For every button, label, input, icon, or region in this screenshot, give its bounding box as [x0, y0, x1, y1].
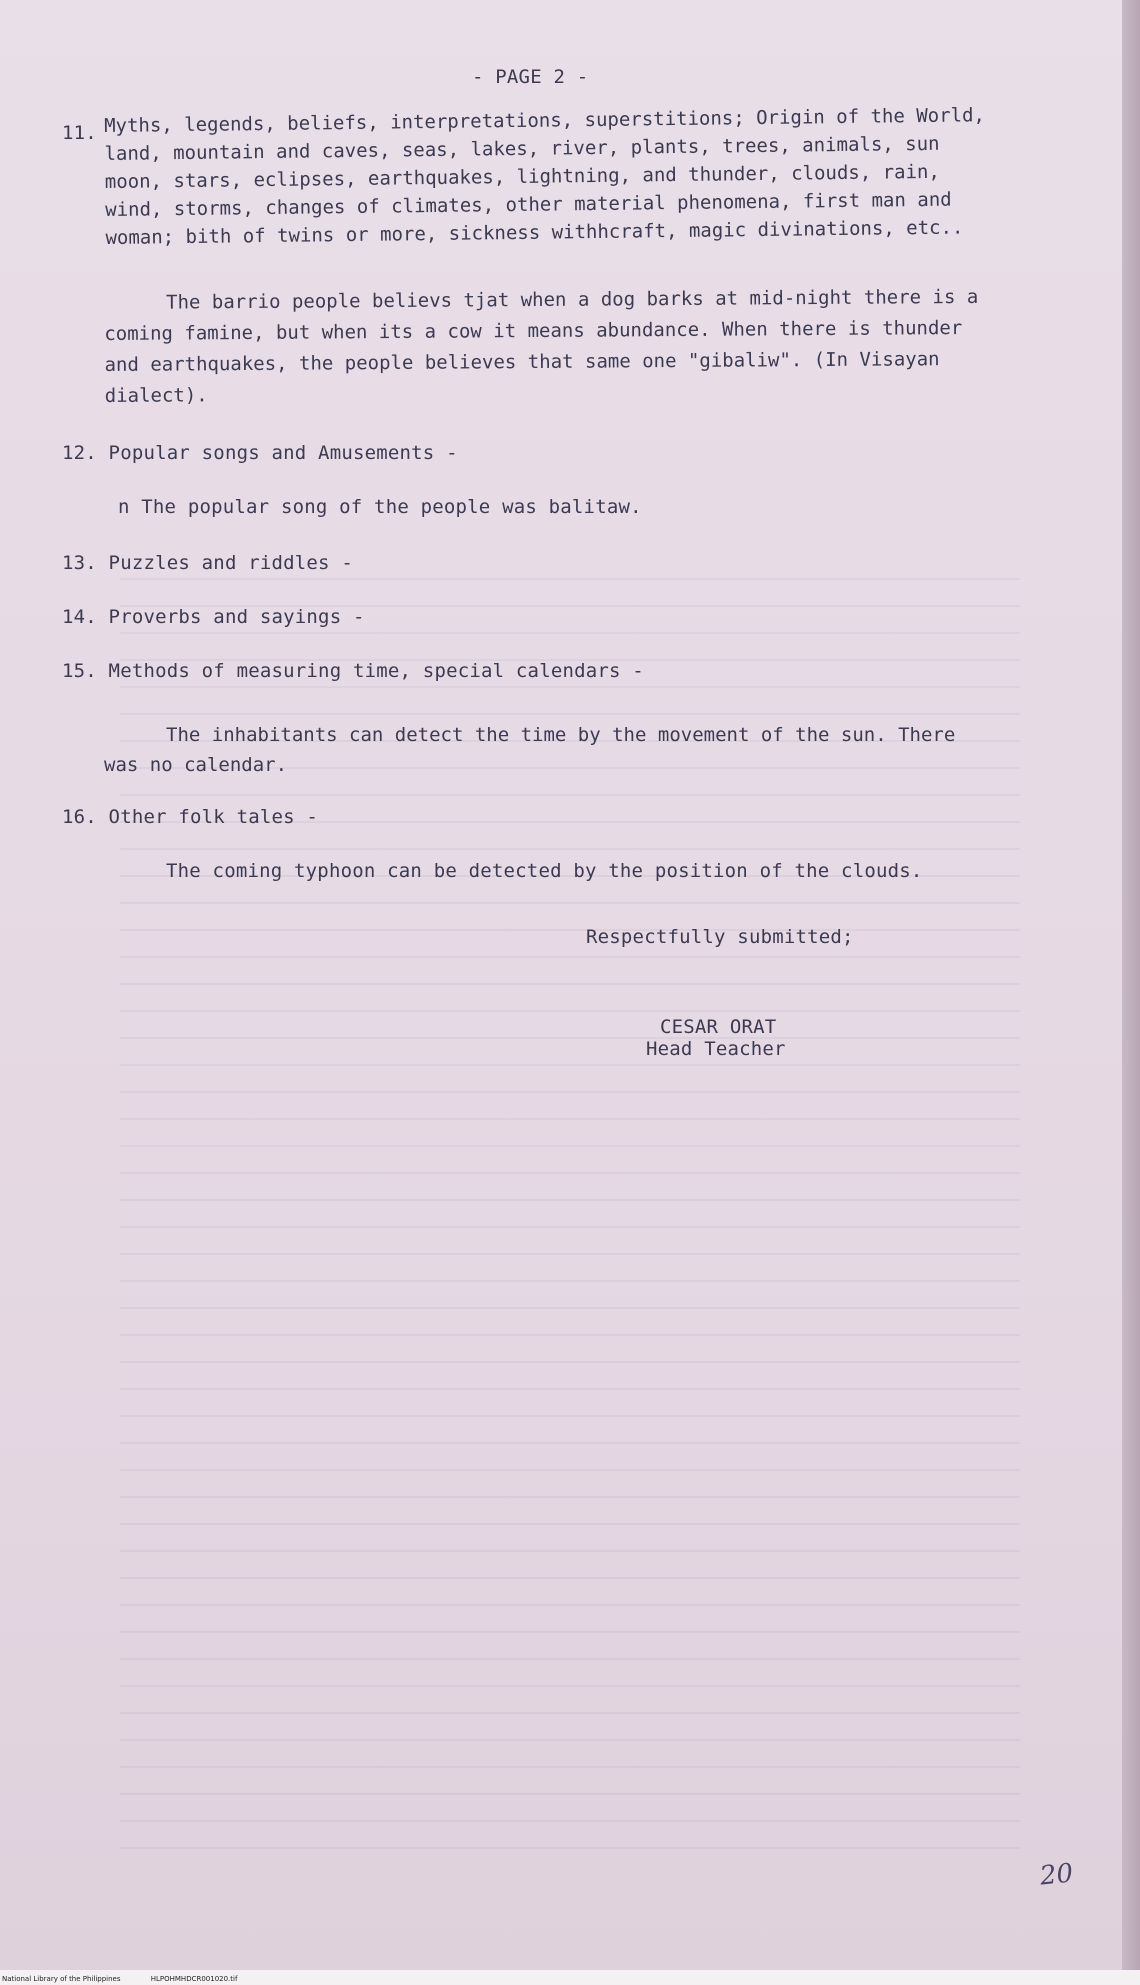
- item-15-answer-line: was no calendar.: [104, 754, 288, 776]
- scan-footer: [0, 1970, 1140, 1985]
- closing: Respectfully submitted;: [586, 926, 854, 948]
- item-15-answer: [104, 720, 955, 780]
- item-11-answer-line: dialect).: [104, 384, 208, 407]
- item-15-answer-line: The inhabitants can detect the time by the movement of the sun. There: [166, 724, 956, 746]
- signatory-title: Head Teacher: [646, 1038, 786, 1060]
- handwritten-page-number: 20: [1038, 1858, 1075, 1892]
- item-16-label: 16. Other folk tales -: [62, 806, 319, 828]
- item-13-label: 13. Puzzles and riddles -: [62, 552, 353, 574]
- item-11-answer-line: and earthquakes, the people believes that same one "gibaliw". (In Visayan: [104, 348, 940, 376]
- item-12-label: 12. Popular songs and Amusements -: [62, 442, 458, 464]
- item-11-line: land, mountain and caves, seas, lakes, river, plants, trees, animals, sun: [104, 132, 940, 165]
- item-11-answer: [104, 282, 979, 412]
- footer-file: HLPOHMHDCR001020.tif: [150, 1975, 238, 1983]
- item-11-answer-line: The barrio people believs tjat when a dog barks at mid-night there is a: [166, 285, 979, 314]
- item-11-line: wind, storms, changes of climates, other material phenomena, first man and: [105, 188, 952, 221]
- item-11-line: Myths, legends, beliefs, interpretations, superstitions; Origin of the World,: [104, 104, 986, 137]
- item-11-line: moon, stars, eclipses, earthquakes, lightning, and thunder, clouds, rain,: [104, 160, 940, 193]
- item-15-label: 15. Methods of measuring time, special calendars -: [62, 660, 644, 682]
- item-11-number: 11.: [62, 122, 97, 144]
- signatory-name: CESAR ORAT: [660, 1016, 777, 1038]
- item-12-answer: n The popular song of the people was balitaw.: [118, 496, 642, 518]
- item-11-text: [104, 101, 986, 252]
- page-edge-shadow: [1122, 0, 1140, 1970]
- item-16-answer: The coming typhoon can be detected by the position of the clouds.: [166, 860, 923, 882]
- item-14-label: 14. Proverbs and sayings -: [62, 606, 365, 628]
- item-11-line: woman; bith of twins or more, sickness withhcraft, magic divinations, etc..: [105, 216, 964, 249]
- page-header: - PAGE 2 -: [472, 66, 589, 88]
- item-11-answer-line: coming famine, but when its a cow it means abundance. When there is thunder: [104, 317, 963, 345]
- footer-library: National Library of the Philippines: [2, 1975, 121, 1983]
